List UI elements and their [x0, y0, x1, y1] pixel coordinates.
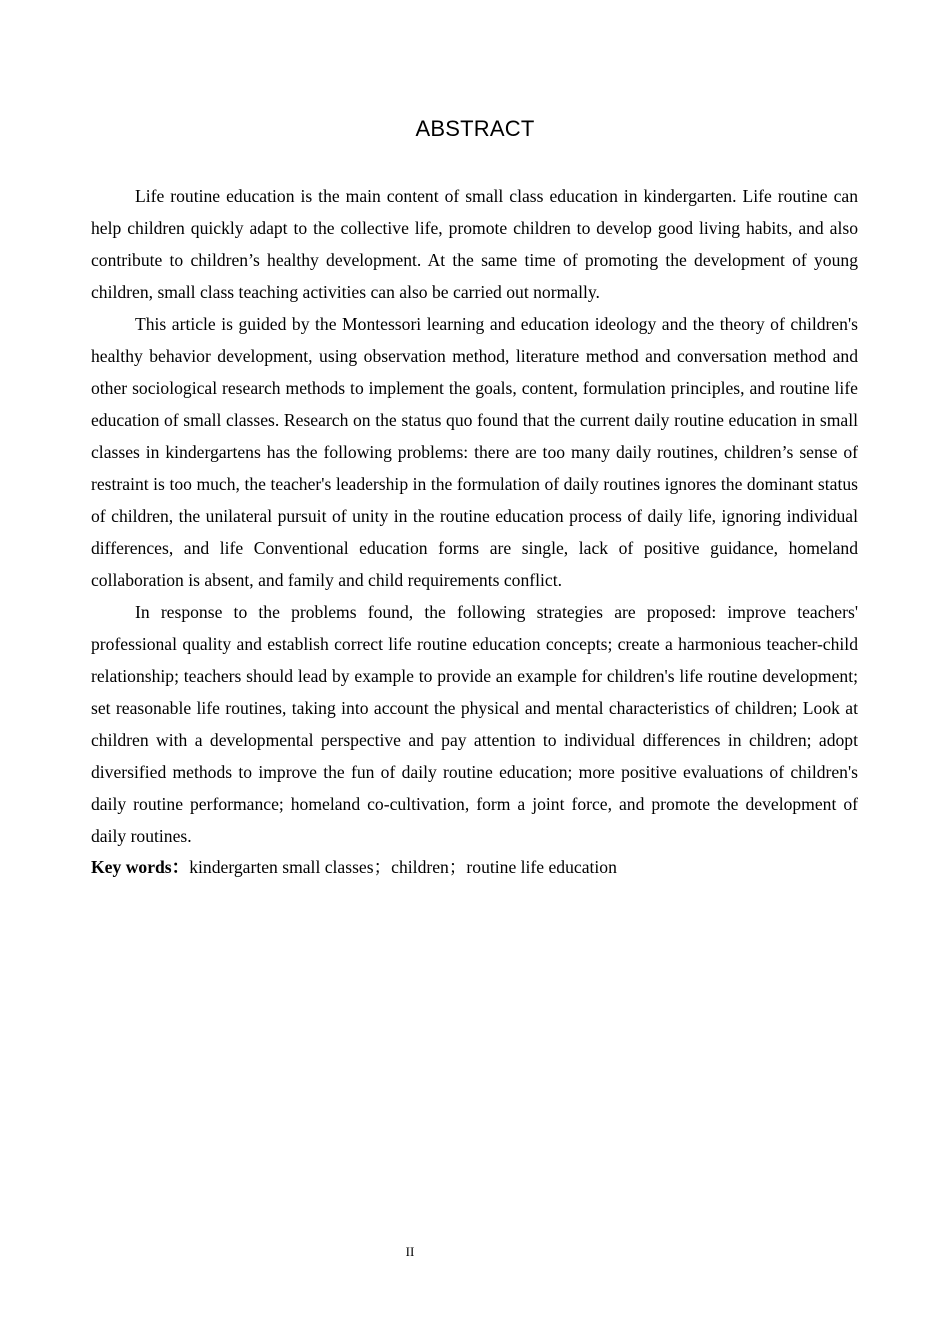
abstract-title: ABSTRACT	[415, 116, 535, 141]
abstract-paragraph-2: This article is guided by the Montessori learning and education ideology and the theory of children's healthy behavior development, using observation method, literature method and conversation method and other sociological research methods to implement the goals, content, formulation principles, and routine life education of small classes. Research on the status quo found that the current daily routine education in small classes in kindergartens has the following problems: there are too many daily routines, children’s sense of restraint is too much, the teacher's leadership in the formulation of daily routines ignores the dominant status of children, the unilateral pursuit of unity in the routine education process of daily life, ignoring individual differences, and life Conventional education forms are single, lack of positive guidance, homeland collaboration is absent, and family and child requirements conflict.	[91, 314, 858, 590]
abstract-paragraph-3: In response to the problems found, the following strategies are proposed: improve teachers' professional quality and establish correct life routine education concepts; create a harmonious teacher-child relationship; teachers should lead by example to provide an example for children's life routine development; set reasonable life routines, taking into account the physical and mental characteristics of children; Look at children with a developmental perspective and pay attention to individual differences in children; adopt diversified methods to improve the fun of daily routine education; more positive evaluations of children's daily routine performance; homeland co-cultivation, form a joint force, and promote the development of daily routines.	[91, 602, 858, 846]
abstract-paragraph-1: Life routine education is the main content of small class education in kindergarten. Life routine can help children quickly adapt to the collective life, promote children to develop good living habits, and also contribute to children’s healthy development. At the same time of promoting the development of young children, small class teaching activities can also be carried out normally.	[91, 186, 858, 302]
page-number: II	[405, 1244, 415, 1259]
keywords-label: Key words：	[91, 857, 190, 877]
keywords-line	[91, 852, 858, 882]
abstract-body	[91, 180, 858, 882]
keywords-text: kindergarten small classes；children；routine life education	[189, 857, 617, 877]
